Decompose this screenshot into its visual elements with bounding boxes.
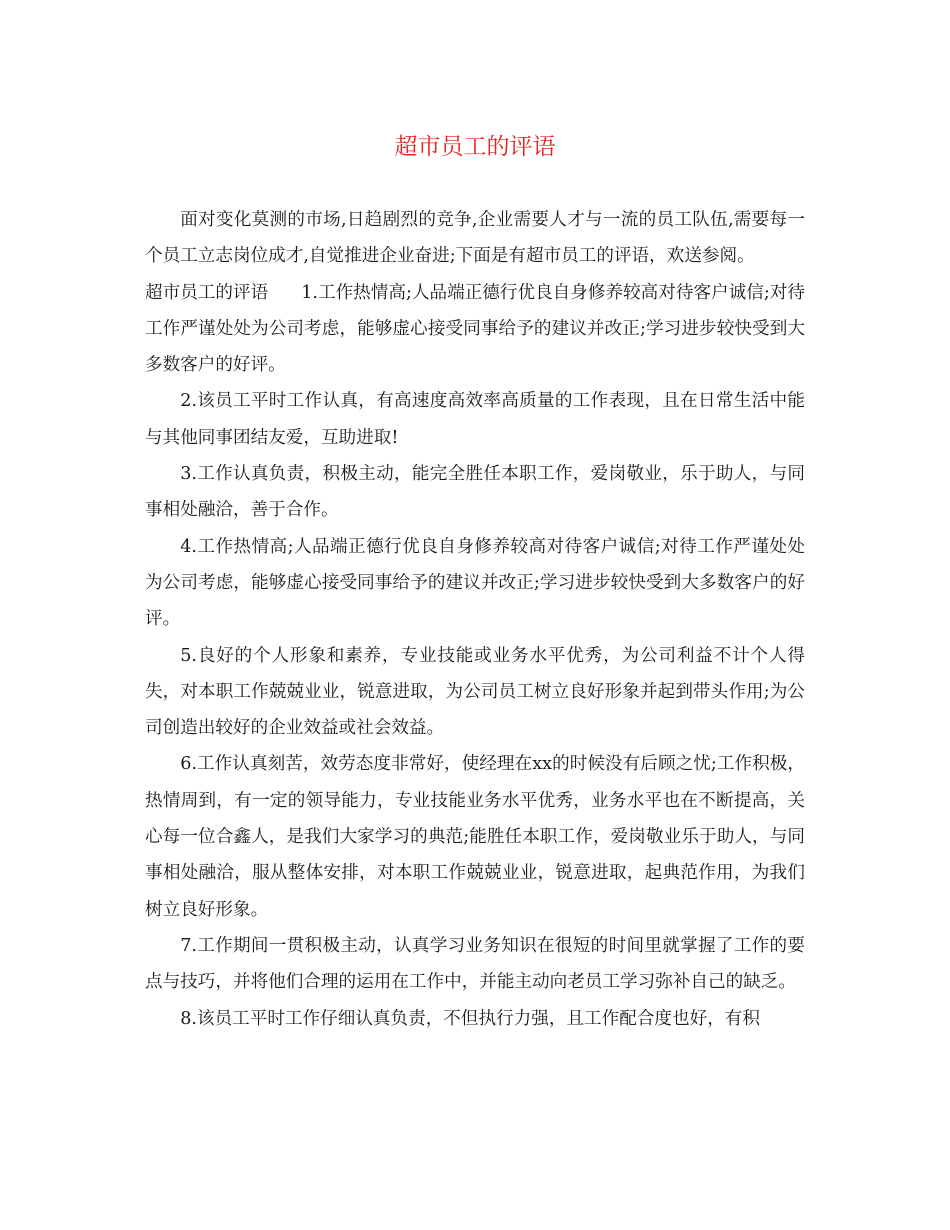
item-3: 3.工作认真负责，积极主动，能完全胜任本职工作，爱岗敬业，乐于助人，与同事相处融洽，善于合作。 xyxy=(145,464,805,521)
document-title: 超市员工的评语 xyxy=(394,134,556,160)
first-item-paragraph xyxy=(145,275,805,384)
item-4: 4.工作热情高;人品端正德行优良自身修养较高对待客户诚信;对待工作严谨处处为公司考虑，能够虚心接受同事给予的建议并改正;学习进步较快受到大多数客户的好评。 xyxy=(145,536,805,630)
section-heading: 超市员工的评语 xyxy=(145,282,269,303)
intro-paragraph: 面对变化莫测的市场,日趋剧烈的竞争,企业需要人才与一流的员工队伍,需要每一个员工立志岗位成才,自觉推进企业奋进;下面是有超市员工的评语，欢送参阅。 xyxy=(145,210,805,267)
item-5: 5.良好的个人形象和素养，专业技能或业务水平优秀，为公司利益不计个人得失，对本职工作兢兢业业，锐意进取，为公司员工树立良好形象并起到带头作用;为公司创造出较好的企业效益或社会效益。 xyxy=(145,645,805,739)
item-7: 7.工作期间一贯积极主动，认真学习业务知识在很短的时间里就掌握了工作的要点与技巧，并将他们合理的运用在工作中，并能主动向老员工学习弥补自己的缺乏。 xyxy=(145,935,805,993)
item-6: 6.工作认真刻苦，效劳态度非常好，使经理在xx的时候没有后顾之忧;工作积极，热情周到，有一定的领导能力，专业技能业务水平优秀，业务水平也在不断提高，关心每一位合鑫人，是我们大家学习的典范;能胜任本职工作，爱岗敬业乐于助人，与同事相处融洽，服从整体安排，对本职工作兢兢业业，锐意进取，起典范作用，为我们树立良好形象。 xyxy=(145,754,805,920)
item-1: 1.工作热情高;人品端正德行优良自身修养较高对待客户诚信;对待工作严谨处处为公司考虑，能够虚心接受同事给予的建议并改正;学习进步较快受到大多数客户的好评。 xyxy=(145,282,805,376)
item-8: 8.该员工平时工作仔细认真负责，不但执行力强，且工作配合度也好，有积 xyxy=(180,1008,760,1029)
item-2: 2.该员工平时工作认真，有高速度高效率高质量的工作表现，且在日常生活中能与其他同事团结友爱，互助进取! xyxy=(145,391,805,448)
document-body xyxy=(145,202,805,1037)
